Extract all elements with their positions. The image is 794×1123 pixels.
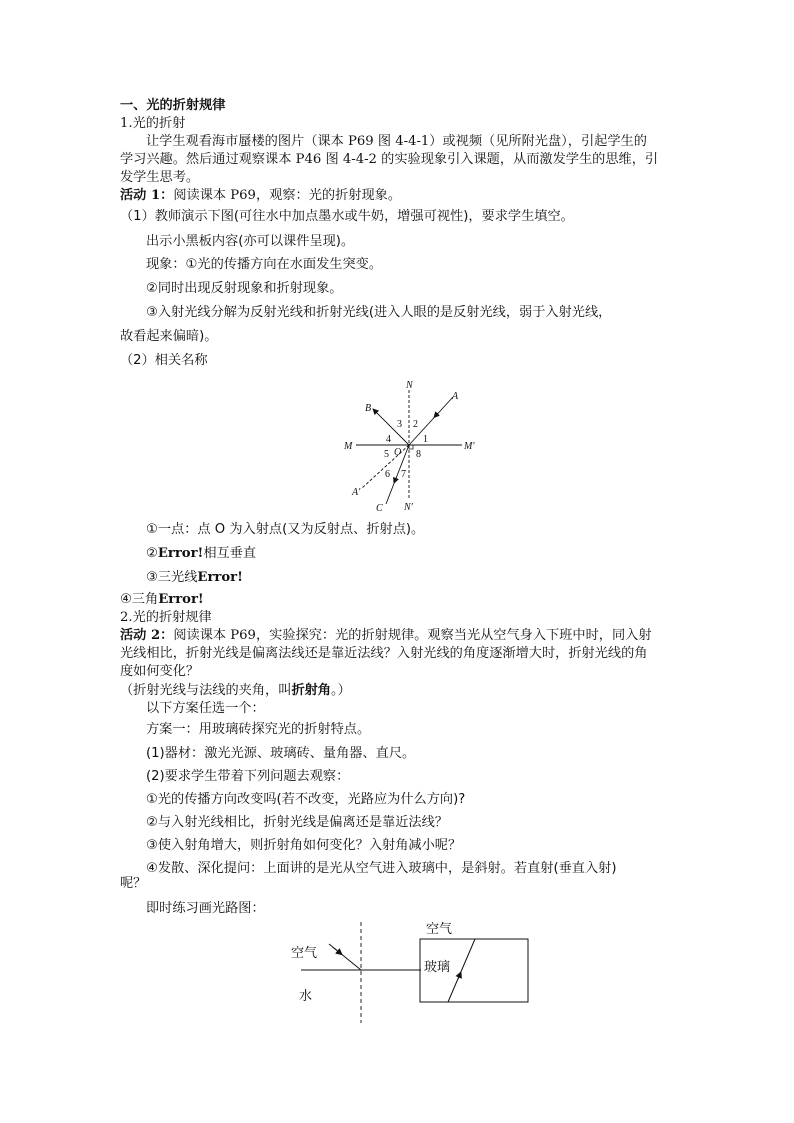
label-A: A	[452, 391, 459, 402]
angle-3: 3	[397, 419, 402, 430]
label-A-prime: A′	[352, 487, 361, 498]
label-N-prime: N′	[404, 502, 413, 513]
paragraph-line: 发学生思考。	[120, 170, 200, 185]
activity-line	[120, 627, 652, 645]
reflected-ray	[373, 409, 409, 445]
plan-line: (2)要求学生带着下列问题去观察：	[146, 769, 350, 784]
glass-label: 玻璃	[424, 960, 451, 975]
section-title: 一、光的折射规律	[120, 98, 226, 113]
names-line: ①一点：点 O 为入射点(又为反射点、折射点)。	[146, 522, 425, 537]
angle-2: 2	[413, 419, 418, 430]
names-text: 相互垂直	[203, 546, 257, 561]
incident-arrow	[434, 413, 438, 417]
angle-6: 6	[385, 469, 390, 480]
definition-line	[120, 682, 351, 700]
label-N: N	[406, 380, 413, 391]
question-line: ②与入射光线相比，折射光线是偏离还是靠近法线？	[146, 815, 448, 830]
phenomenon-line: ②同时出现反射现象和折射现象。	[146, 281, 343, 296]
names-line	[146, 569, 243, 587]
names-line	[120, 591, 204, 609]
activity-text: 阅读课本 P69，观察：光的折射现象。	[173, 188, 402, 203]
error-text: Error!	[157, 546, 204, 561]
step-line: （2）相关名称	[120, 353, 208, 368]
practice-line: 即时练习画光路图：	[146, 901, 265, 916]
subsection-heading: 2.光的折射规律	[120, 610, 212, 625]
definition-text: （折射光线与法线的夹角，叫	[120, 683, 292, 698]
question-line: ③使入射角增大，则折射角如何变化？入射角减小呢？	[146, 838, 462, 853]
activity-label: 活动 2：	[120, 628, 174, 643]
paragraph-line: 出示小黑板内容(亦可以课件呈现)。	[146, 234, 355, 249]
step-line: （1）教师演示下图(可往水中加点墨水或牛奶，增强可视性)，要求学生填空。	[120, 209, 574, 224]
refraction-diagram	[340, 380, 490, 515]
question-line: 呢？	[120, 876, 147, 891]
label-M-prime: M′	[464, 441, 475, 452]
air-water-diagram	[285, 920, 425, 1025]
angle-5: 5	[384, 449, 389, 460]
label-O: O	[394, 447, 402, 458]
definition-term: 折射角	[291, 683, 331, 698]
label-B: B	[365, 403, 372, 414]
phenomenon-line: 现象：①光的传播方向在水面发生突变。	[146, 257, 383, 272]
right-angle-mark	[409, 445, 413, 449]
paragraph-line: 让学生观看海市蜃楼的图片（课本 P69 图 4-4-1）或视频（见所附光盘），引起学生的	[146, 134, 647, 149]
label-C: C	[376, 503, 383, 514]
glass-block-diagram	[418, 918, 533, 1006]
incident-arrow	[333, 947, 342, 954]
names-line	[146, 545, 256, 563]
light-ray	[448, 939, 475, 1002]
phenomenon-line: 故看起来偏暗)。	[120, 329, 218, 344]
air-label: 空气	[291, 946, 318, 961]
light-arrow	[458, 972, 461, 979]
paragraph-line: 度如何变化？	[120, 664, 200, 679]
plan-line: 方案一：用玻璃砖探究光的折射特点。	[146, 722, 371, 737]
phenomenon-line: ③入射光线分解为反射光线和折射光线(进入人眼的是反射光线，弱于入射光线，	[146, 305, 612, 320]
angle-7: 7	[401, 469, 406, 480]
activity-text: 阅读课本 P69，实验探究：光的折射规律。观察当光从空气身入下班中时，同入射	[173, 628, 652, 643]
names-circle: ②	[146, 546, 158, 561]
activity-line	[120, 187, 401, 205]
activity-label: 活动 1：	[120, 188, 174, 203]
error-text: Error!	[158, 592, 204, 607]
definition-text: 。）	[331, 683, 351, 698]
names-text: ④三角	[120, 592, 159, 607]
question-line: ①光的传播方向改变吗(若不改变，光路应为什么方向)?	[146, 792, 466, 807]
refracted-arrow	[394, 478, 396, 483]
angle-8: 8	[416, 449, 421, 460]
names-text: ③三光线	[146, 570, 198, 585]
error-text: Error!	[197, 570, 243, 585]
air-label: 空气	[426, 922, 453, 937]
plan-line: (1)器材：激光光源、玻璃砖、量角器、直尺。	[146, 746, 416, 761]
label-M: M	[344, 441, 353, 452]
paragraph-line: 以下方案任选一个：	[146, 701, 265, 716]
subsection-heading: 1.光的折射	[120, 116, 186, 131]
paragraph-line: 学习兴趣。然后通过观察课本 P46 图 4-4-2 的实验现象引入课题，从而激发学生的思维，引	[120, 152, 659, 167]
water-label: 水	[299, 989, 313, 1004]
question-line: ④发散、深化提问：上面讲的是光从空气进入玻璃中，是斜射。若直射(垂直入射)	[146, 861, 617, 876]
angle-1: 1	[423, 434, 428, 445]
paragraph-line: 光线相比，折射光线是偏离法线还是靠近法线？入射光线的角度逐渐增大时，折射光线的角	[120, 646, 648, 661]
angle-4: 4	[386, 434, 391, 445]
